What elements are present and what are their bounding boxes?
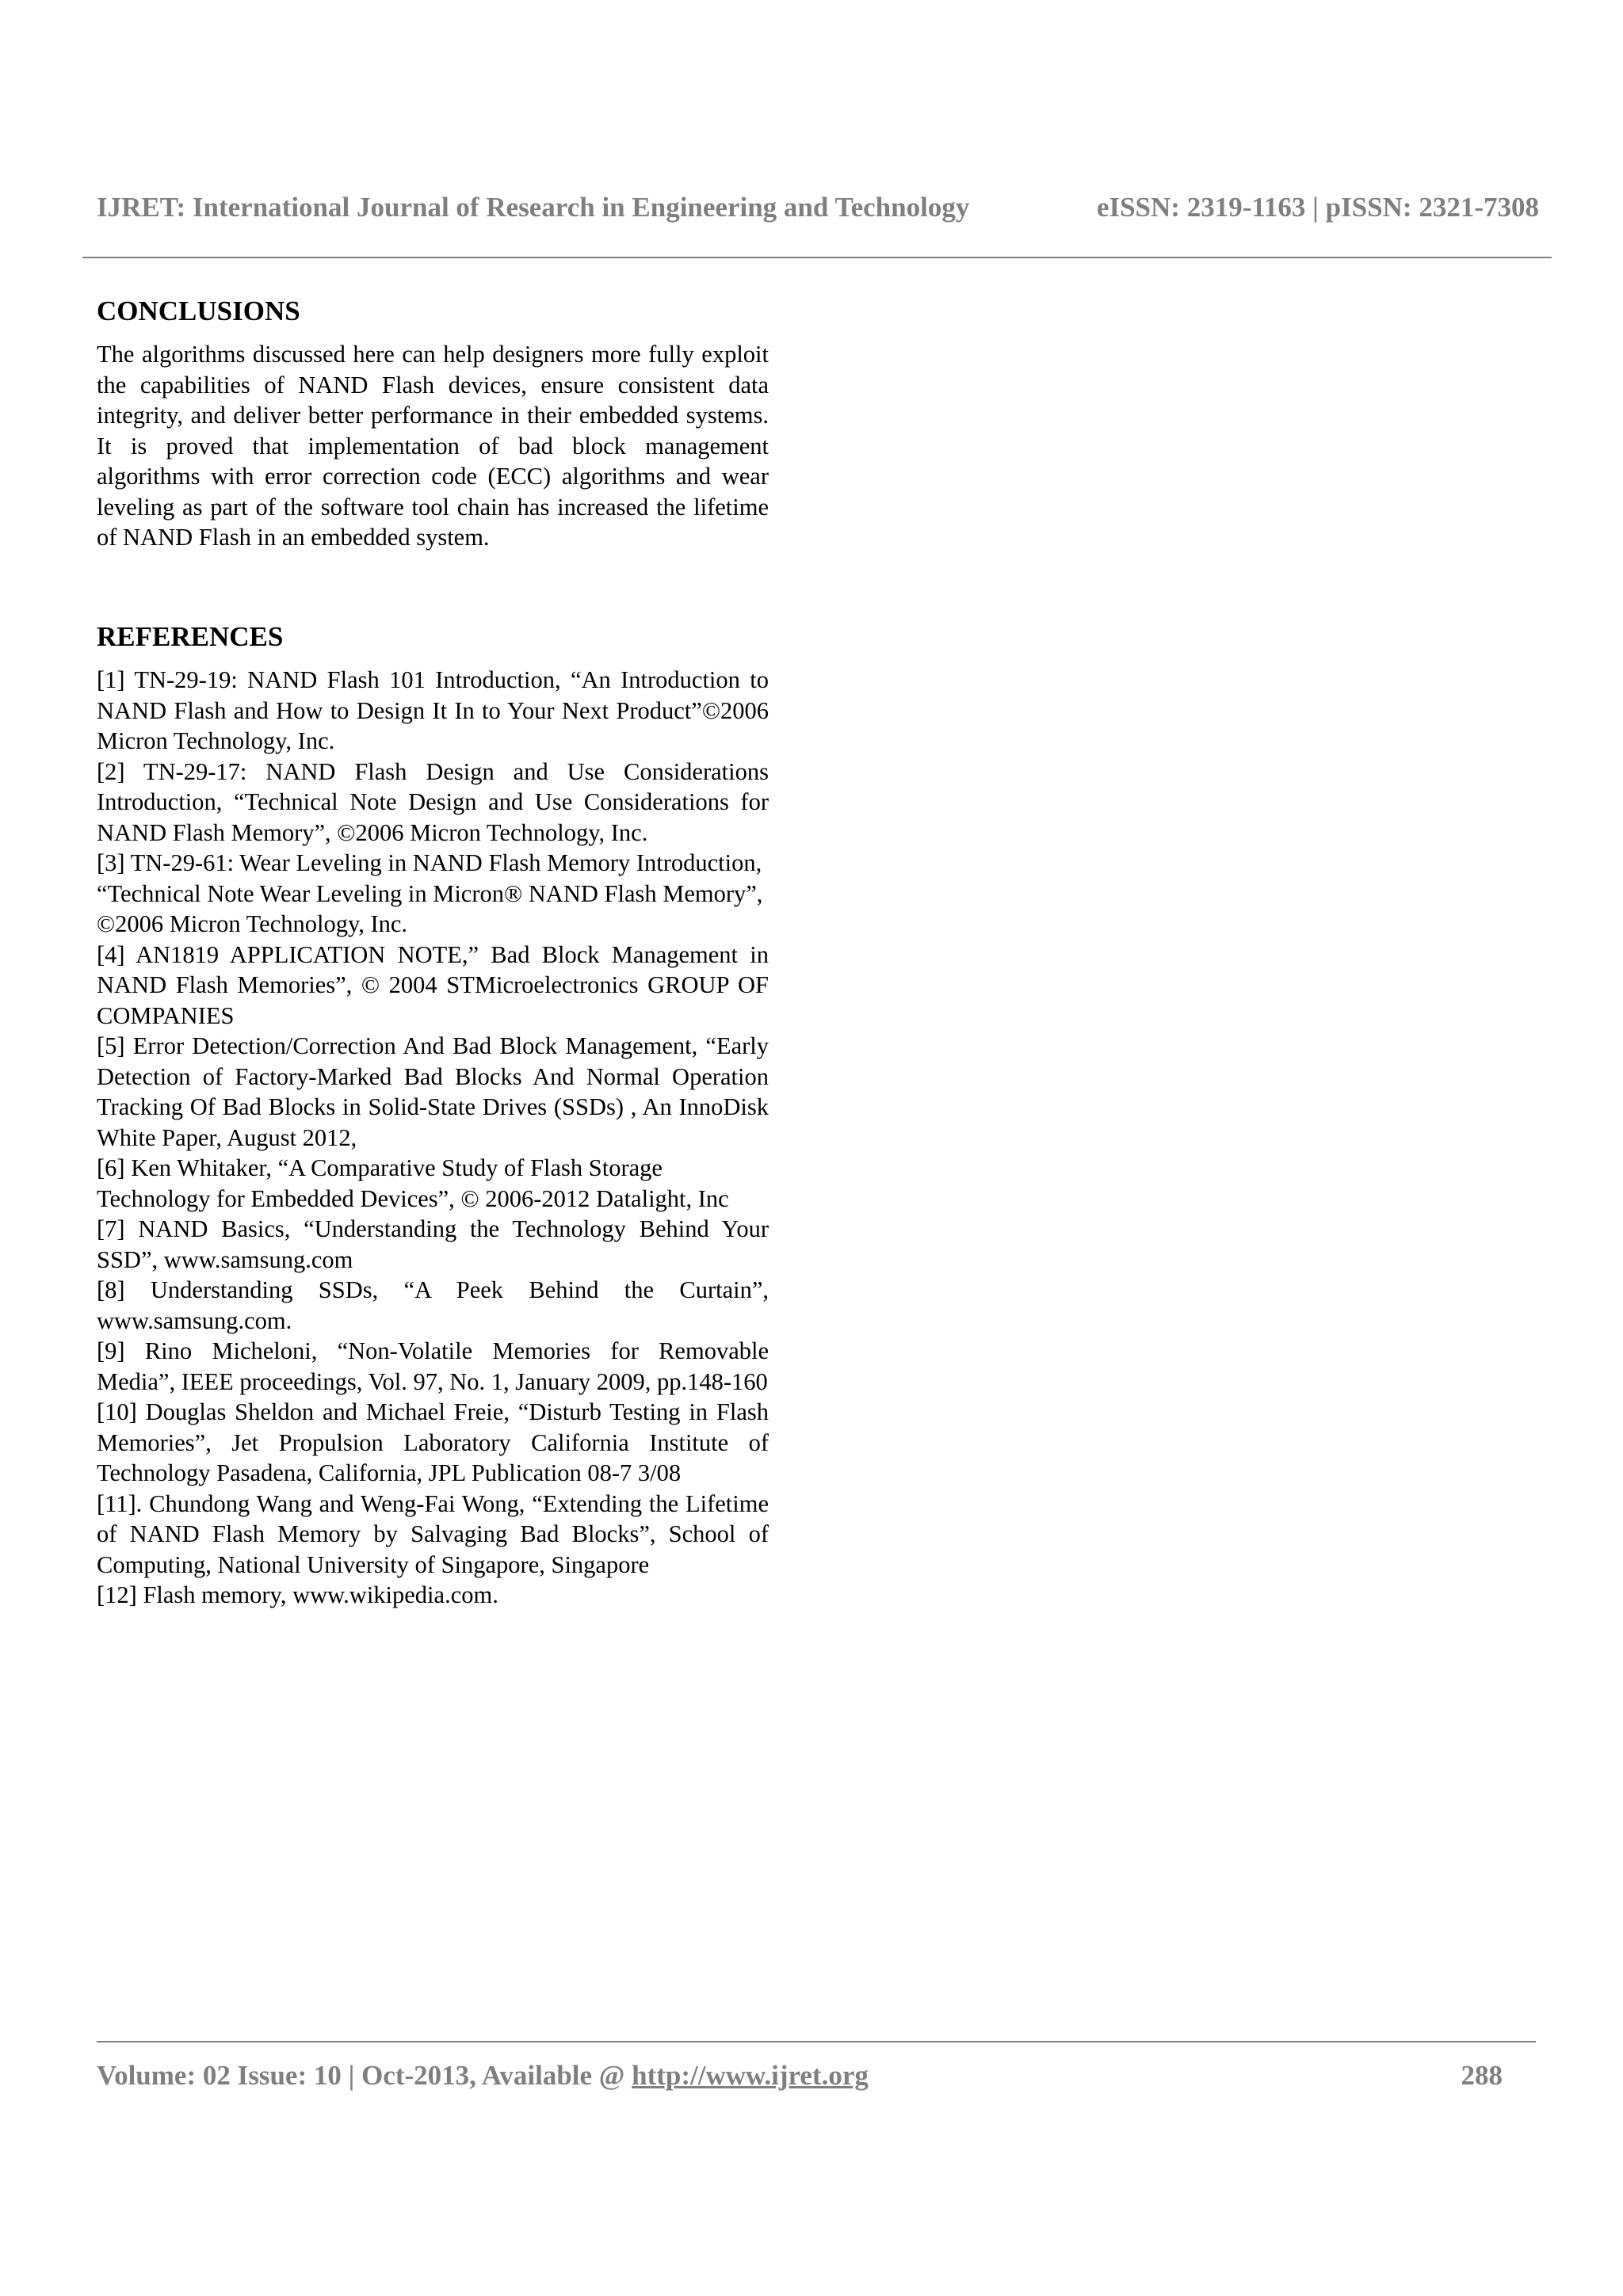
journal-link[interactable]: http://www.ijret.org (632, 2060, 869, 2091)
reference-item: [1] TN-29-19: NAND Flash 101 Introduction, “An Introduction to NAND Flash and How to Design It In to Your Next Product”©2006 Micron Technology, Inc. (97, 666, 769, 754)
page-number: 288 (1461, 2060, 1503, 2091)
reference-item: [6] Ken Whitaker, “A Comparative Study of Flash Storage Technology for Embedded Devices”, © 2006-2012 Datalight, Inc (97, 1154, 729, 1212)
volume-label: Volume: 02 Issue: 10 | Oct-2013, Available @ (97, 2060, 632, 2091)
volume-info (97, 2060, 869, 2092)
footer-divider (97, 2041, 1536, 2042)
reference-item: [7] NAND Basics, “Understanding the Technology Behind Your SSD”, www.samsung.com (97, 1215, 769, 1273)
reference-item: [12] Flash memory, www.wikipedia.com. (97, 1581, 498, 1608)
header-divider (82, 257, 1552, 258)
references-heading: REFERENCES (97, 621, 284, 652)
reference-item: [10] Douglas Sheldon and Michael Freie, “Disturb Testing in Flash Memories”, Jet Propulsion Laboratory California Institute of Technology Pasadena, California, JPL Publication 08-7 3/08 (97, 1398, 769, 1486)
reference-item: [11]. Chundong Wang and Weng-Fai Wong, “Extending the Lifetime of NAND Flash Memory by Salvaging Bad Blocks”, School of Computing, National University of Singapore, Singapore (97, 1489, 769, 1578)
conclusions-section (97, 295, 769, 553)
reference-item: [5] Error Detection/Correction And Bad Block Management, “Early Detection of Factory-Marked Bad Blocks And Normal Operation Tracking Of Bad Blocks in Solid-State Drives (SSDs) , An InnoDisk White Paper, August 2012, (97, 1032, 769, 1151)
issn-label: eISSN: 2319-1163 | pISSN: 2321-7308 (1096, 192, 1539, 223)
references-section (97, 620, 769, 1611)
reference-item: [3] TN-29-61: Wear Leveling in NAND Flash Memory Introduction, “Technical Note Wear Leveling in Micron® NAND Flash Memory”, ©2006 Micron Technology, Inc. (97, 849, 763, 937)
conclusions-paragraph: The algorithms discussed here can help designers more fully exploit the capabilities of NAND Flash devices, ensure consistent data integrity, and deliver better performance in their embedded systems. It is proved that implementation of bad block management algorithms with error correction code (ECC) algorithms and wear leveling as part of the software tool chain has increased the lifetime of NAND Flash in an embedded system. (97, 341, 769, 551)
reference-item: [9] Rino Micheloni, “Non-Volatile Memories for Removable Media”, IEEE proceedings, Vol. 97, No. 1, January 2009, pp.148-160 (97, 1337, 769, 1395)
reference-item: [4] AN1819 APPLICATION NOTE,” Bad Block Management in NAND Flash Memories”, © 2004 STMicroelectronics GROUP OF COMPANIES (97, 940, 769, 1029)
conclusions-heading: CONCLUSIONS (97, 296, 300, 326)
reference-item: [8] Understanding SSDs, “A Peek Behind the Curtain”, www.samsung.com. (97, 1276, 769, 1334)
reference-item: [2] TN-29-17: NAND Flash Design and Use Considerations Introduction, “Technical Note Design and Use Considerations for NAND Flash Memory”, ©2006 Micron Technology, Inc. (97, 757, 769, 846)
journal-title: IJRET: International Journal of Research in Engineering and Technology (97, 192, 970, 223)
